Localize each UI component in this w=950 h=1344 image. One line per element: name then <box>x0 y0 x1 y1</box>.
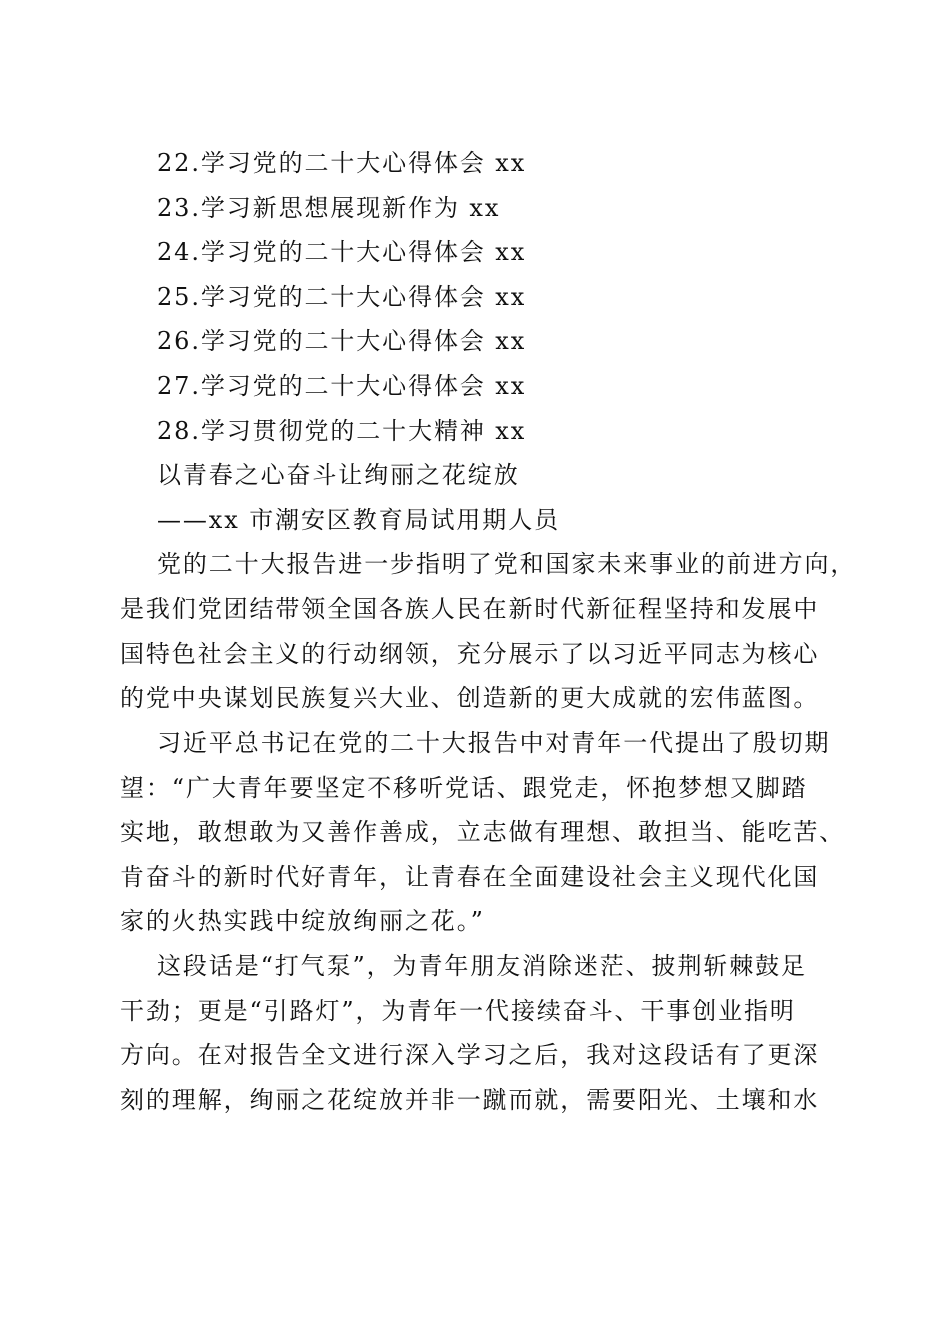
toc-item: 22.学习党的二十大心得体会 xx <box>157 149 527 177</box>
paragraph-line: 习近平总书记在党的二十大报告中对青年一代提出了殷切期 <box>157 728 831 757</box>
paragraph-line: 家的火热实践中绽放绚丽之花。” <box>120 907 485 936</box>
toc-item: 23.学习新思想展现新作为 xx <box>157 193 501 222</box>
paragraph-line: 肯奋斗的新时代好青年，让青春在全面建设社会主义现代化国 <box>120 862 820 891</box>
paragraph <box>0 944 950 1122</box>
paragraph <box>0 721 950 944</box>
paragraph-line: 刻的理解，绚丽之花绽放并非一蹴而就，需要阳光、土壤和水 <box>120 1085 820 1114</box>
paragraph-line: 党的二十大报告进一步指明了党和国家未来事业的前进方向， <box>157 550 857 579</box>
document-page <box>0 141 950 1122</box>
paragraph-line: 是我们党团结带领全国各族人民在新时代新征程坚持和发展中 <box>120 595 820 624</box>
paragraph-line: 的党中央谋划民族复兴大业、创造新的更大成就的宏伟蓝图。 <box>120 684 820 713</box>
toc-item: 24.学习党的二十大心得体会 xx <box>157 238 527 267</box>
article-author: ——xx 市潮安区教育局试用期人员 <box>157 505 560 534</box>
toc-item: 25.学习党的二十大心得体会 xx <box>157 282 527 311</box>
paragraph-line: 望：“广大青年要坚定不移听党话、跟党走，怀抱梦想又脚踏 <box>120 773 808 802</box>
paragraph <box>0 542 950 720</box>
paragraph-line: 实地，敢想敢为又善作善成，立志做有理想、敢担当、能吃苦、 <box>120 818 846 847</box>
paragraph-line: 国特色社会主义的行动纲领，充分展示了以习近平同志为核心 <box>120 639 820 668</box>
toc-item: 27.学习党的二十大心得体会 xx <box>157 372 527 401</box>
paragraph-line: 干劲；更是“引路灯”，为青年一代接续奋斗、干事创业指明 <box>120 996 796 1025</box>
toc-list <box>0 141 950 453</box>
paragraph-line: 方向。在对报告全文进行深入学习之后，我对这段话有了更深 <box>120 1041 820 1070</box>
toc-item: 26.学习党的二十大心得体会 xx <box>157 327 527 356</box>
article-title: 以青春之心奋斗让绚丽之花绽放 <box>157 461 520 490</box>
toc-item: 28.学习贯彻党的二十大精神 xx <box>157 416 527 445</box>
paragraph-line: 这段话是“打气泵”，为青年朋友消除迷茫、披荆斩棘鼓足 <box>157 951 807 980</box>
